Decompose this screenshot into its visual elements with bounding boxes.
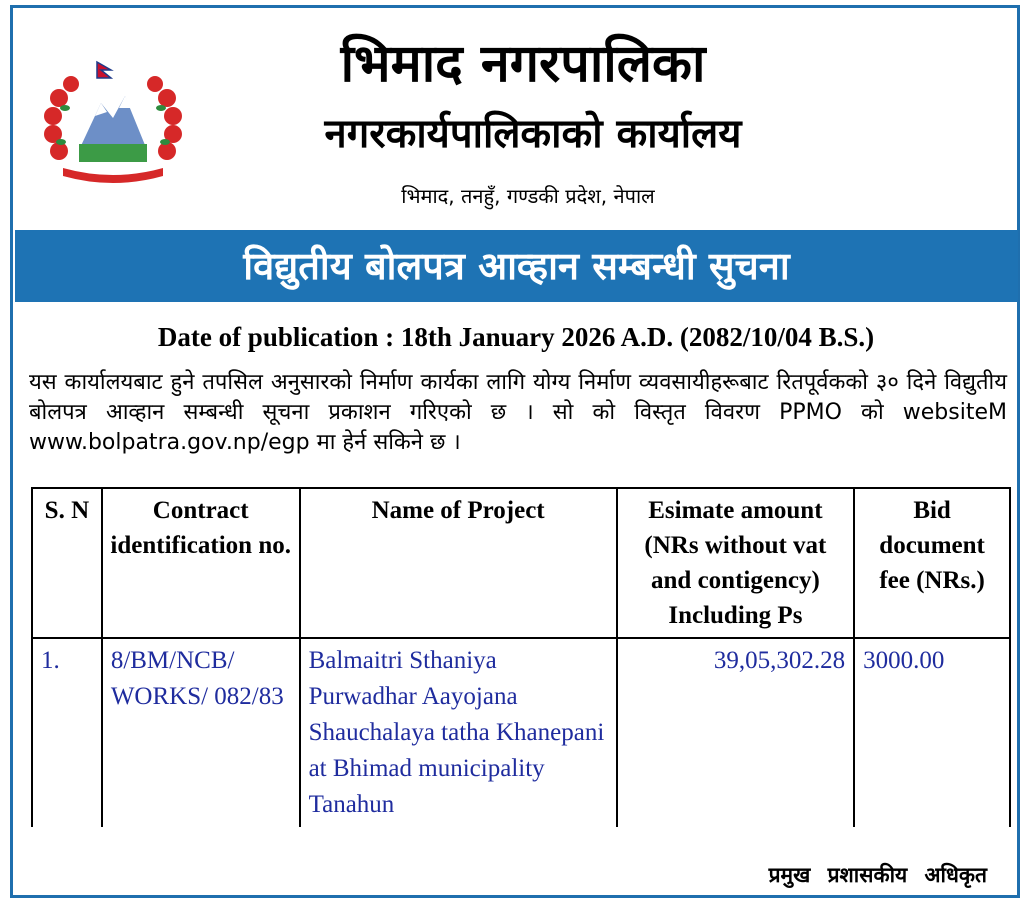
header-contract-id: Contract identification no. (102, 488, 300, 638)
header-project-name: Name of Project (300, 488, 617, 638)
publication-date: Date of publication : 18th January 2026 A.D. (2082/10/04 B.S.) (157, 322, 875, 352)
signatory-title: प्रमुख प्रशासकीय अधिकृत (768, 863, 987, 887)
office-subtitle: नगरकार्यपालिकाको कार्यालय (324, 111, 742, 157)
header-estimate-amount: Esimate amount (NRs without vat and contigency) Including Ps (617, 488, 855, 638)
tender-table (31, 487, 1011, 827)
notice-frame (10, 5, 1020, 898)
notice-banner: विद्युतीय बोलपत्र आव्हान सम्बन्धी सुचना (15, 230, 1018, 302)
table-row (32, 638, 1010, 827)
nepal-emblem-icon (39, 58, 187, 188)
cell-contract-id: 8/BM/NCB/ WORKS/ 082/83 (102, 638, 300, 827)
cell-sn: 1. (32, 638, 102, 827)
cell-estimate-amount: 39,05,302.28 (617, 638, 855, 827)
cell-project-name: Balmaitri Sthaniya Purwadhar Aayojana Shauchalaya tatha Khanepani at Bhimad municipality Tanahun (300, 638, 617, 827)
header-bid-fee: Bid document fee (NRs.) (854, 488, 1010, 638)
office-address: भिमाद, तनहुँ, गण्डकी प्रदेश, नेपाल (401, 184, 655, 208)
municipality-title: भिमाद नगरपालिका (340, 34, 706, 94)
header-sn: S. N (32, 488, 102, 638)
cell-bid-fee: 3000.00 (854, 638, 1010, 827)
table-header-row (32, 488, 1010, 638)
notice-paragraph: यस कार्यालयबाट हुने तपसिल अनुसारको निर्माण कार्यका लागि योग्य निर्माण व्यवसायीहरूबाट रितपूर्वकको ३० दिने विद्युतीय बोलपत्र आव्हान सम्बन्धी सूचना प्रकाशन गरिएको छ । सो को विस्तृत विवरण PPMO को websiteM www.bolpatra.gov.np/egp मा हेर्न सकिने छ । (29, 370, 1007, 455)
